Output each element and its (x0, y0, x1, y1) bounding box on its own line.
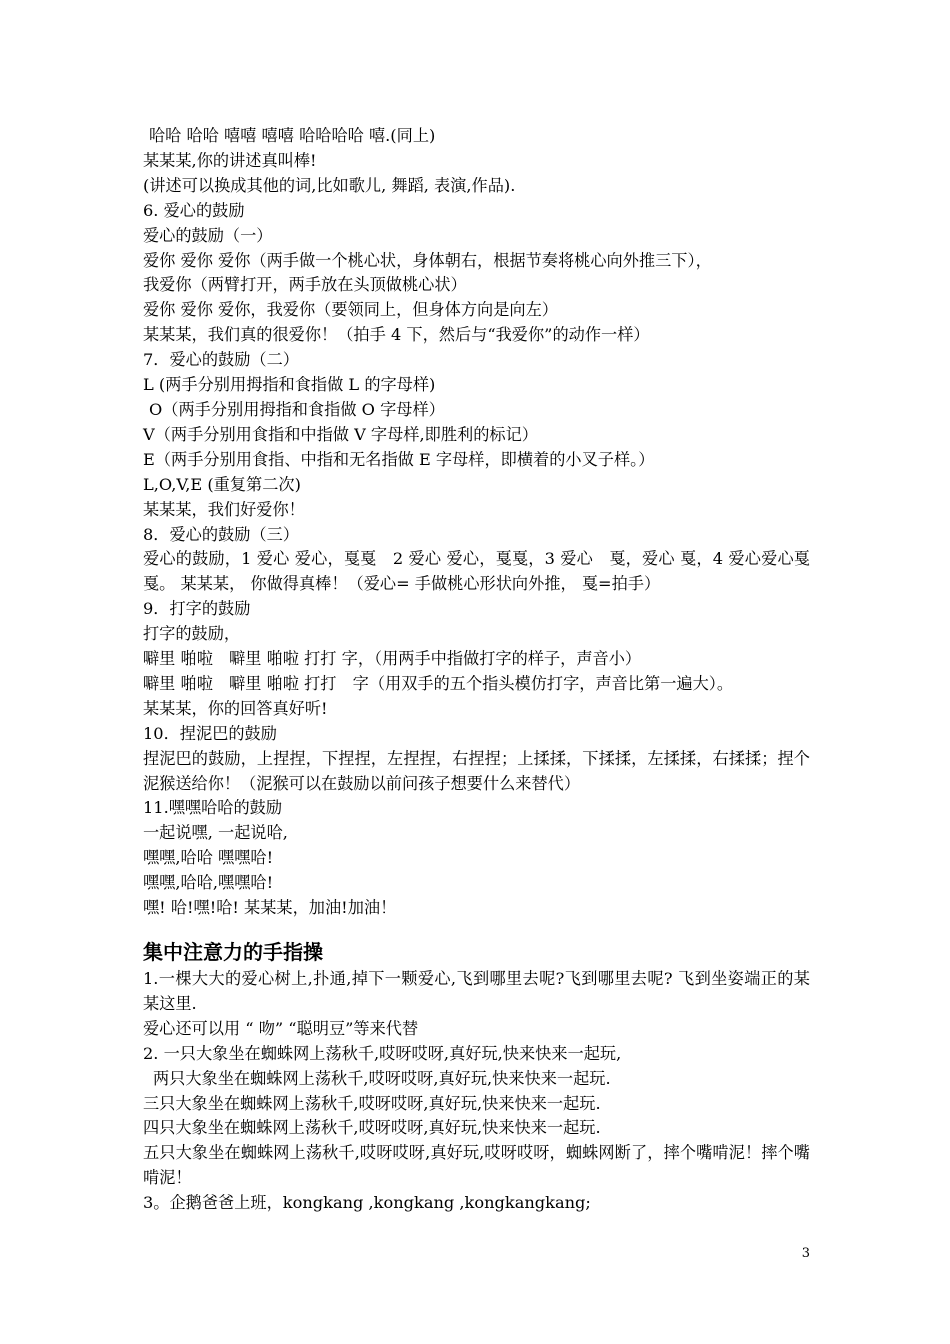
list-item-heading: 10．捏泥巴的鼓励 (143, 723, 277, 743)
text-line: 噼里 啪啦 噼里 啪啦 打打 字，（用两手中指做打字的样子，声音小） (143, 649, 642, 669)
text-line: 哈哈 哈哈 嘻嘻 嘻嘻 哈哈哈哈 嘻.(同上) (149, 126, 436, 145)
text-line: 爱你 爱你 爱你（两手做一个桃心状，身体朝右，根据节奏将桃心向外推三下）， (143, 250, 712, 270)
text-line: 嘿嘿,哈哈,嘿嘿哈! (143, 873, 274, 893)
text-line: 某某某,你的讲述真叫棒! (143, 150, 317, 170)
text-line: 打字的鼓励， (143, 624, 241, 644)
page-number: 3 (801, 1246, 810, 1261)
text-line: O（两手分别用拇指和食指做 O 字母样） (149, 399, 445, 419)
text-line: 嘿嘿,哈哈 嘿嘿哈! (143, 848, 274, 868)
text-line: 嘿! 哈!嘿!哈! 某某某，加油!加油！ (143, 898, 397, 918)
text-line: 爱心的鼓励（一） (143, 225, 273, 245)
text-line: 我爱你（两臂打开，两手放在头顶做桃心状） (143, 275, 467, 295)
text-line: V（两手分别用食指和中指做 V 字母样,即胜利的标记） (143, 424, 538, 444)
text-line: 两只大象坐在蜘蛛网上荡秋千,哎呀哎呀,真好玩,快来快来一起玩. (153, 1068, 611, 1088)
section-heading: 集中注意力的手指操 (143, 940, 323, 964)
text-line: 四只大象坐在蜘蛛网上荡秋千,哎呀哎呀,真好玩,快来快来一起玩. (143, 1118, 601, 1138)
text-line: 3。企鹅爸爸上班，kongkang ,kongkang ,kongkangkang; (143, 1193, 591, 1213)
text-line: 一起说嘿, 一起说哈, (143, 823, 288, 843)
text-line: 2. 一只大象坐在蜘蛛网上荡秋千,哎呀哎呀,真好玩,快来快来一起玩, (143, 1043, 622, 1063)
text-line: 某某某，你的回答真好听! (143, 698, 328, 718)
text-line: L (两手分别用拇指和食指做 L 的字母样) (143, 375, 436, 395)
list-item-heading: 8．爱心的鼓励（三） (143, 524, 299, 544)
text-line: E（两手分别用食指、中指和无名指做 E 字母样，即横着的小叉子样。） (143, 449, 655, 469)
text-line: 三只大象坐在蜘蛛网上荡秋千,哎呀哎呀,真好玩,快来快来一起玩. (143, 1093, 601, 1113)
list-item-heading: 7．爱心的鼓励（二） (143, 350, 299, 370)
list-item-heading: 6. 爱心的鼓励 (143, 200, 245, 220)
text-paragraph: 捏泥巴的鼓励，上捏捏，下捏捏，左捏捏，右捏捏；上揉揉，下揉揉，左揉揉，右揉揉；捏个泥猴送给你！（泥猴可以在鼓励以前问孩子想要什么来替代） (143, 748, 810, 793)
text-line: L,O,V,E (重复第二次) (143, 474, 301, 494)
list-item-heading: 9．打字的鼓励 (143, 599, 251, 619)
text-paragraph: 1.一棵大大的爱心树上,扑通,掉下一颗爱心,飞到哪里去呢?飞到哪里去呢? 飞到坐姿端正的某某这里. (143, 969, 810, 1013)
page-content (143, 124, 810, 1216)
text-paragraph: 五只大象坐在蜘蛛网上荡秋千,哎呀哎呀,真好玩,哎呀哎呀，蜘蛛网断了，摔个嘴啃泥！摔个嘴啃泥！ (143, 1143, 810, 1188)
text-line: 爱你 爱你 爱你，我爱你（要领同上，但身体方向是向左） (143, 300, 558, 320)
text-line: 某某某，我们真的很爱你！（拍手 4 下，然后与“我爱你”的动作一样） (143, 325, 650, 345)
text-paragraph: 爱心的鼓励，1 爱心 爱心，戛戛 2 爱心 爱心，戛戛，3 爱心 戛，爱心 戛，4 爱心爱心戛戛。 某某某， 你做得真棒！（爱心= 手做桃心形状向外推， 戛=拍手） (143, 549, 810, 594)
list-item-heading: 11.嘿嘿哈哈的鼓励 (143, 798, 283, 818)
text-line: (讲述可以换成其他的词,比如歌儿, 舞蹈, 表演,作品). (143, 175, 516, 195)
text-line: 爱心还可以用 “ 吻” “聪明豆”等来代替 (143, 1018, 419, 1038)
text-line: 某某某，我们好爱你！ (143, 499, 305, 519)
text-line: 噼里 啪啦 噼里 啪啦 打打 字（用双手的五个指头模仿打字，声音比第一遍大）。 (143, 673, 734, 693)
